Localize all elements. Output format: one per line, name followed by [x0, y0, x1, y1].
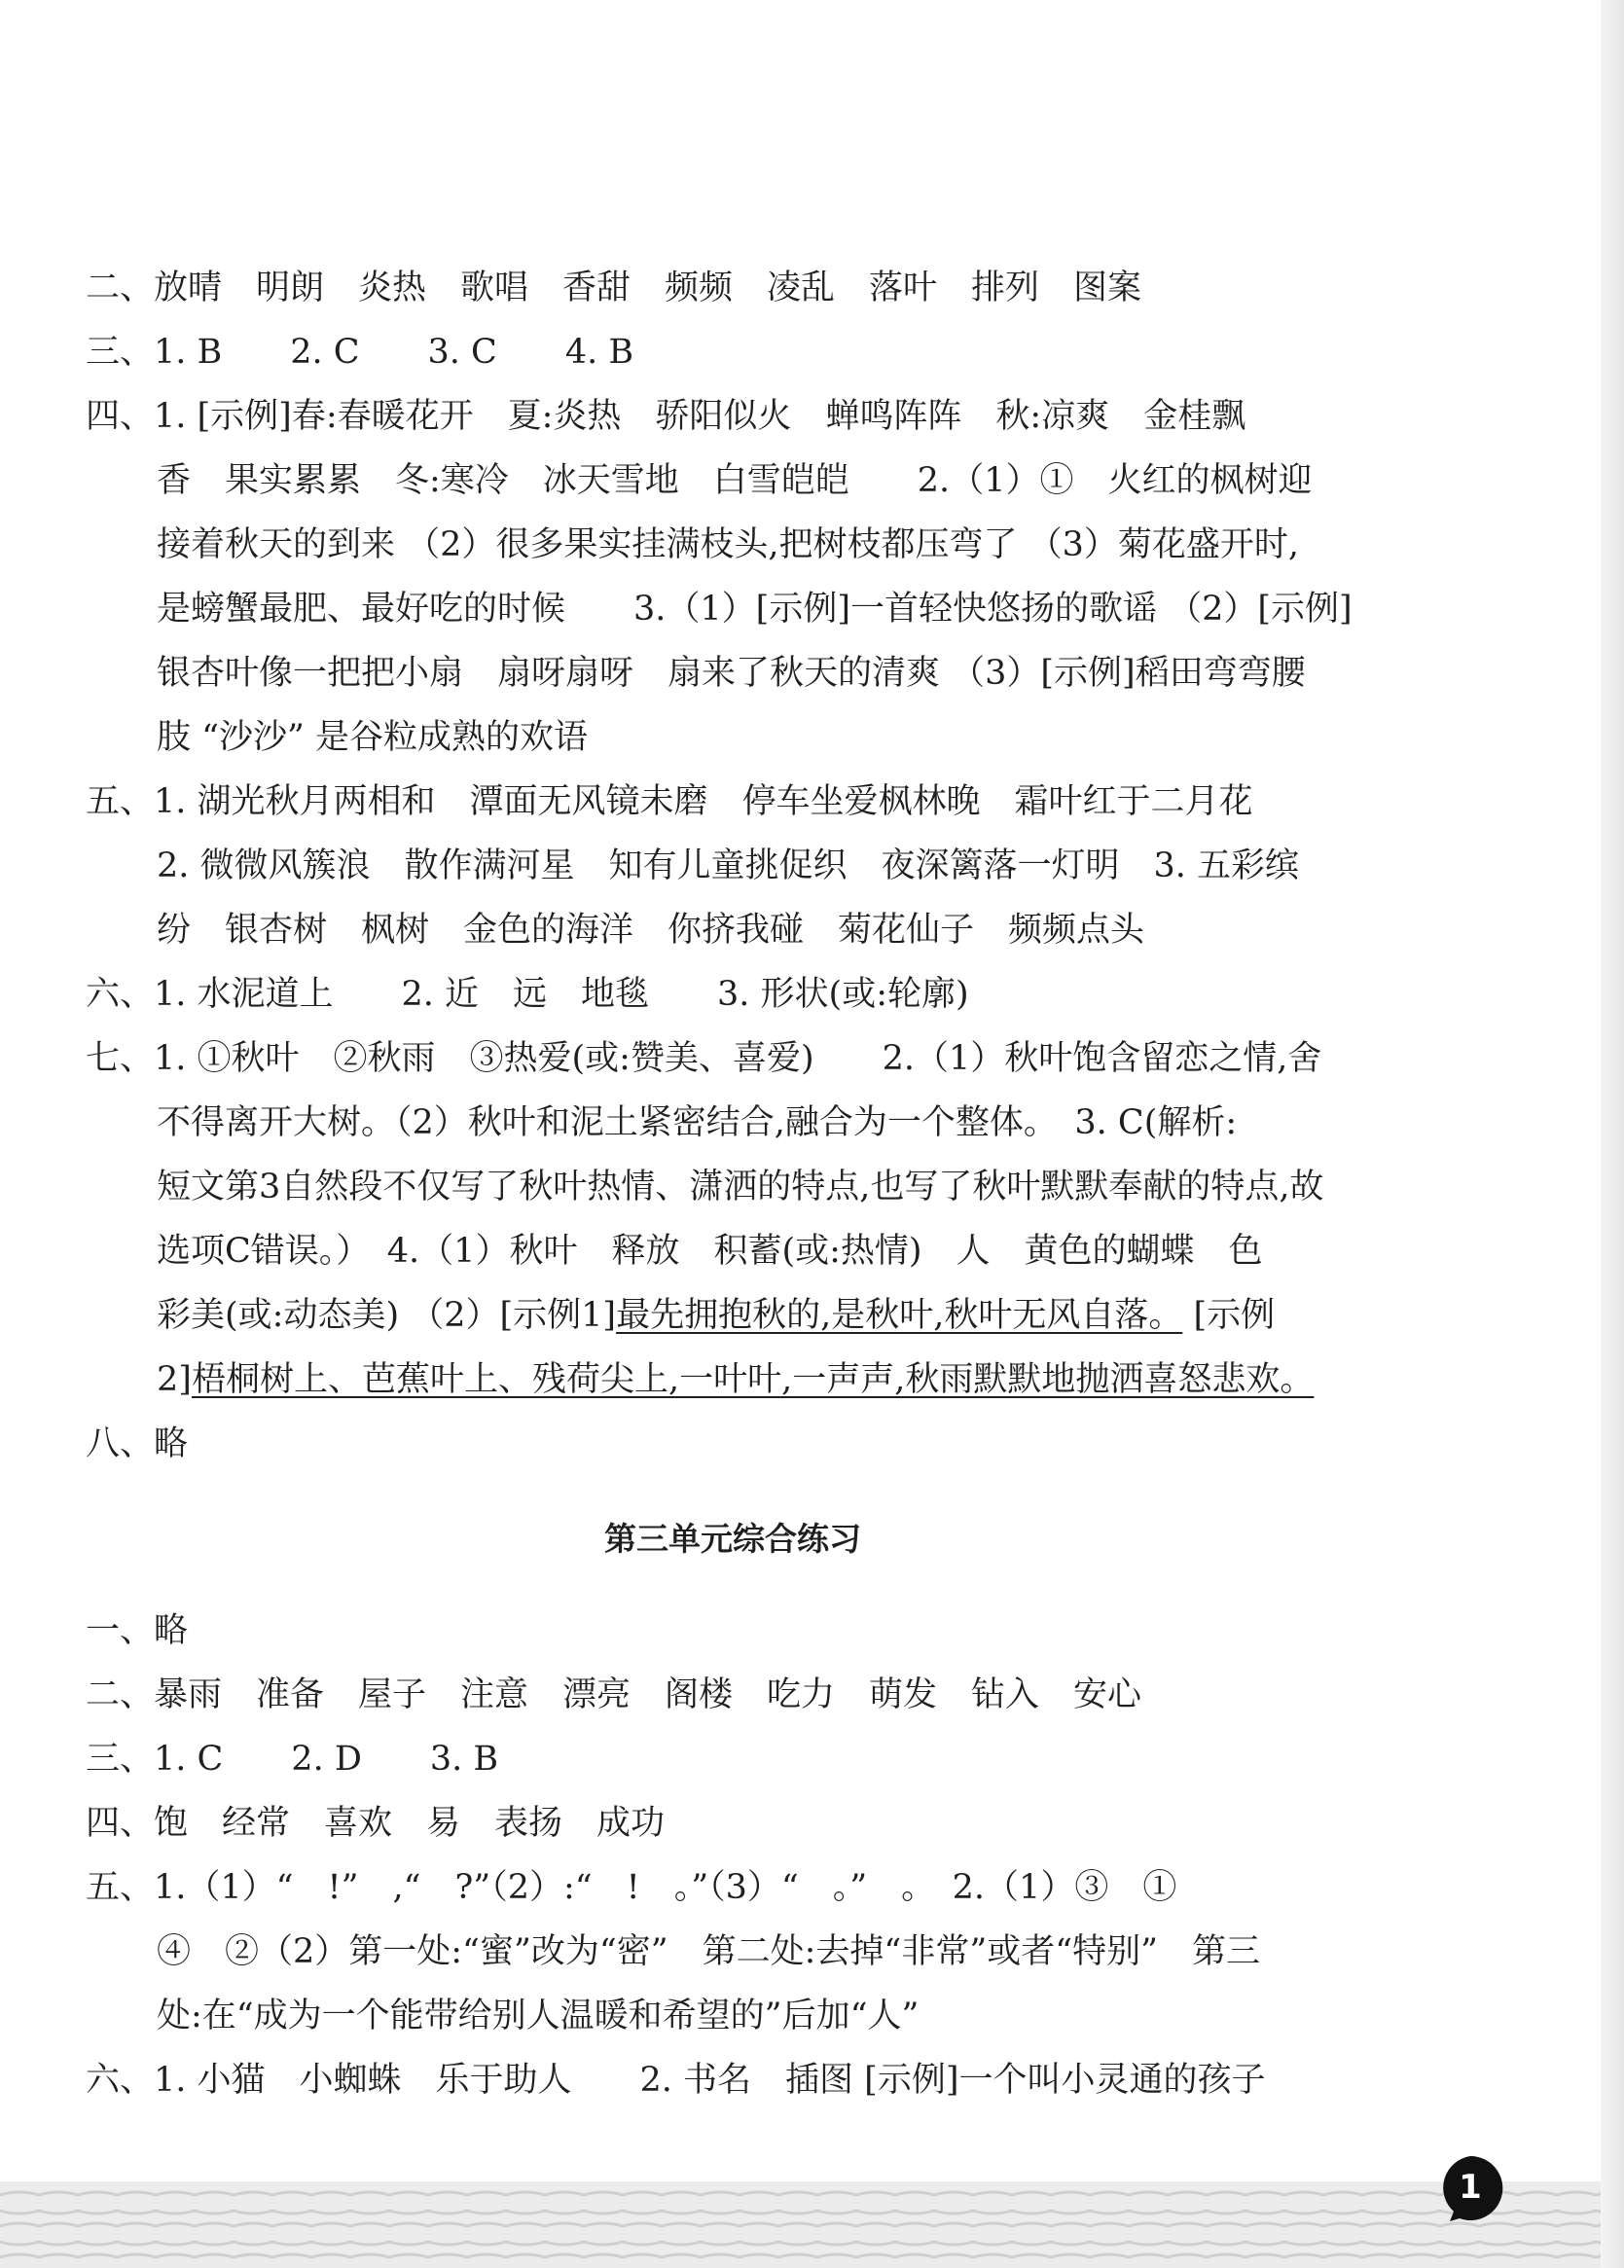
answer-content [86, 256, 1380, 2112]
example-1-underlined: 最先拥抱秋的,是秋叶,秋叶无风自落。 [616, 1296, 1183, 1335]
unit3-line-wu-3: 处:在“成为一个能带给别人温暖和希望的”后加“人” [157, 1997, 920, 2035]
answer-line-liu: 六、1. 水泥道上 2. 近 远 地毯 3. 形状(或:轮廓) [86, 975, 969, 1014]
answer-line-si-3: 接着秋天的到来 （2）很多果实挂满枝头,把树枝都压弯了 （3）菊花盛开时, [157, 525, 1300, 564]
answer-line-wu-2: 2. 微微风簇浪 散作满河星 知有儿童挑促织 夜深篱落一灯明 3. 五彩缤 [157, 846, 1300, 885]
page-edge-shadow [1601, 0, 1624, 2268]
answer-line-si-4: 是螃蟹最肥、最好吃的时候 3.（1）[示例]一首轻快悠扬的歌谣 （2）[示例] [157, 590, 1353, 629]
answer-line-qi-6 [86, 1348, 1380, 1412]
answer-line-qi-2: 不得离开大树。（2）秋叶和泥土紧密结合,融合为一个整体。 3. C(解析: [157, 1103, 1238, 1142]
answer-line-si-2: 香 果实累累 冬:寒冷 冰天雪地 白雪皑皑 2.（1）① 火红的枫树迎 [157, 461, 1313, 500]
answer-line-wu-3: 纷 银杏树 枫树 金色的海洋 你挤我碰 菊花仙子 频频点头 [157, 911, 1145, 950]
unit3-line-wu-1: 五、1.（1）“ !” ,“ ?”（2）:“ ! 。”（3）“ 。” 。 2.（1）③ ① [86, 1868, 1177, 1907]
page-number: 1 [1459, 2168, 1482, 2207]
answer-line-qi-5 [86, 1283, 1380, 1348]
answer-line-er: 二、放晴 明朗 炎热 歌唱 香甜 频频 凌乱 落叶 排列 图案 [86, 269, 1142, 307]
answer-line-si-6: 肢 “沙沙” 是谷粒成熟的欢语 [157, 718, 589, 757]
answer-line-qi-4: 选项C错误。） 4.（1）秋叶 释放 积蓄(或:热情) 人 黄色的蝴蝶 色 [157, 1232, 1263, 1271]
unit3-line-yi: 一、略 [86, 1611, 189, 1650]
unit3-line-si: 四、饱 经常 喜欢 易 表扬 成功 [86, 1804, 666, 1843]
line18-prefix: 2] [157, 1360, 192, 1399]
answer-line-qi-1: 七、1. ①秋叶 ②秋雨 ③热爱(或:赞美、喜爱) 2.（1）秋叶饱含留恋之情,舍 [86, 1039, 1322, 1078]
answer-line-wu-1: 五、1. 湖光秋月两相和 潭面无风镜未磨 停车坐爱枫林晚 霜叶红于二月花 [86, 782, 1253, 821]
answer-line-si-5: 银杏叶像一把把小扇 扇呀扇呀 扇来了秋天的清爽 （3）[示例]稻田弯弯腰 [157, 654, 1306, 693]
page-number-badge [1436, 2154, 1504, 2222]
answer-line-qi-3: 短文第3自然段不仅写了秋叶热情、潇洒的特点,也写了秋叶默默奉献的特点,故 [157, 1168, 1324, 1206]
line17-suffix: [示例 [1182, 1296, 1276, 1335]
unit3-line-wu-2: ④ ②（2）第一处:“蜜”改为“密” 第二处:去掉“非常”或者“特别” 第三 [157, 1932, 1260, 1971]
unit3-line-er: 二、暴雨 准备 屋子 注意 漂亮 阁楼 吃力 萌发 钻入 安心 [86, 1675, 1142, 1714]
wave-pattern [0, 2181, 1601, 2268]
unit3-line-san: 三、1. C 2. D 3. B [86, 1740, 499, 1779]
section-title: 第三单元综合练习 [604, 1520, 861, 1558]
answer-line-si-1: 四、1. [示例]春:春暖花开 夏:炎热 骄阳似火 蝉鸣阵阵 秋:凉爽 金桂飘 [86, 397, 1246, 436]
line17-prefix: 彩美(或:动态美) （2）[示例1] [157, 1296, 617, 1335]
answer-line-san: 三、1. B 2. C 3. C 4. B [86, 333, 634, 372]
example-2-underlined: 梧桐树上、芭蕉叶上、残荷尖上,一叶叶,一声声,秋雨默默地抛洒喜怒悲欢。 [191, 1360, 1315, 1399]
unit3-line-liu: 六、1. 小猫 小蜘蛛 乐于助人 2. 书名 插图 [示例]一个叫小灵通的孩子 [86, 2061, 1266, 2100]
answer-line-ba: 八、略 [86, 1424, 189, 1463]
